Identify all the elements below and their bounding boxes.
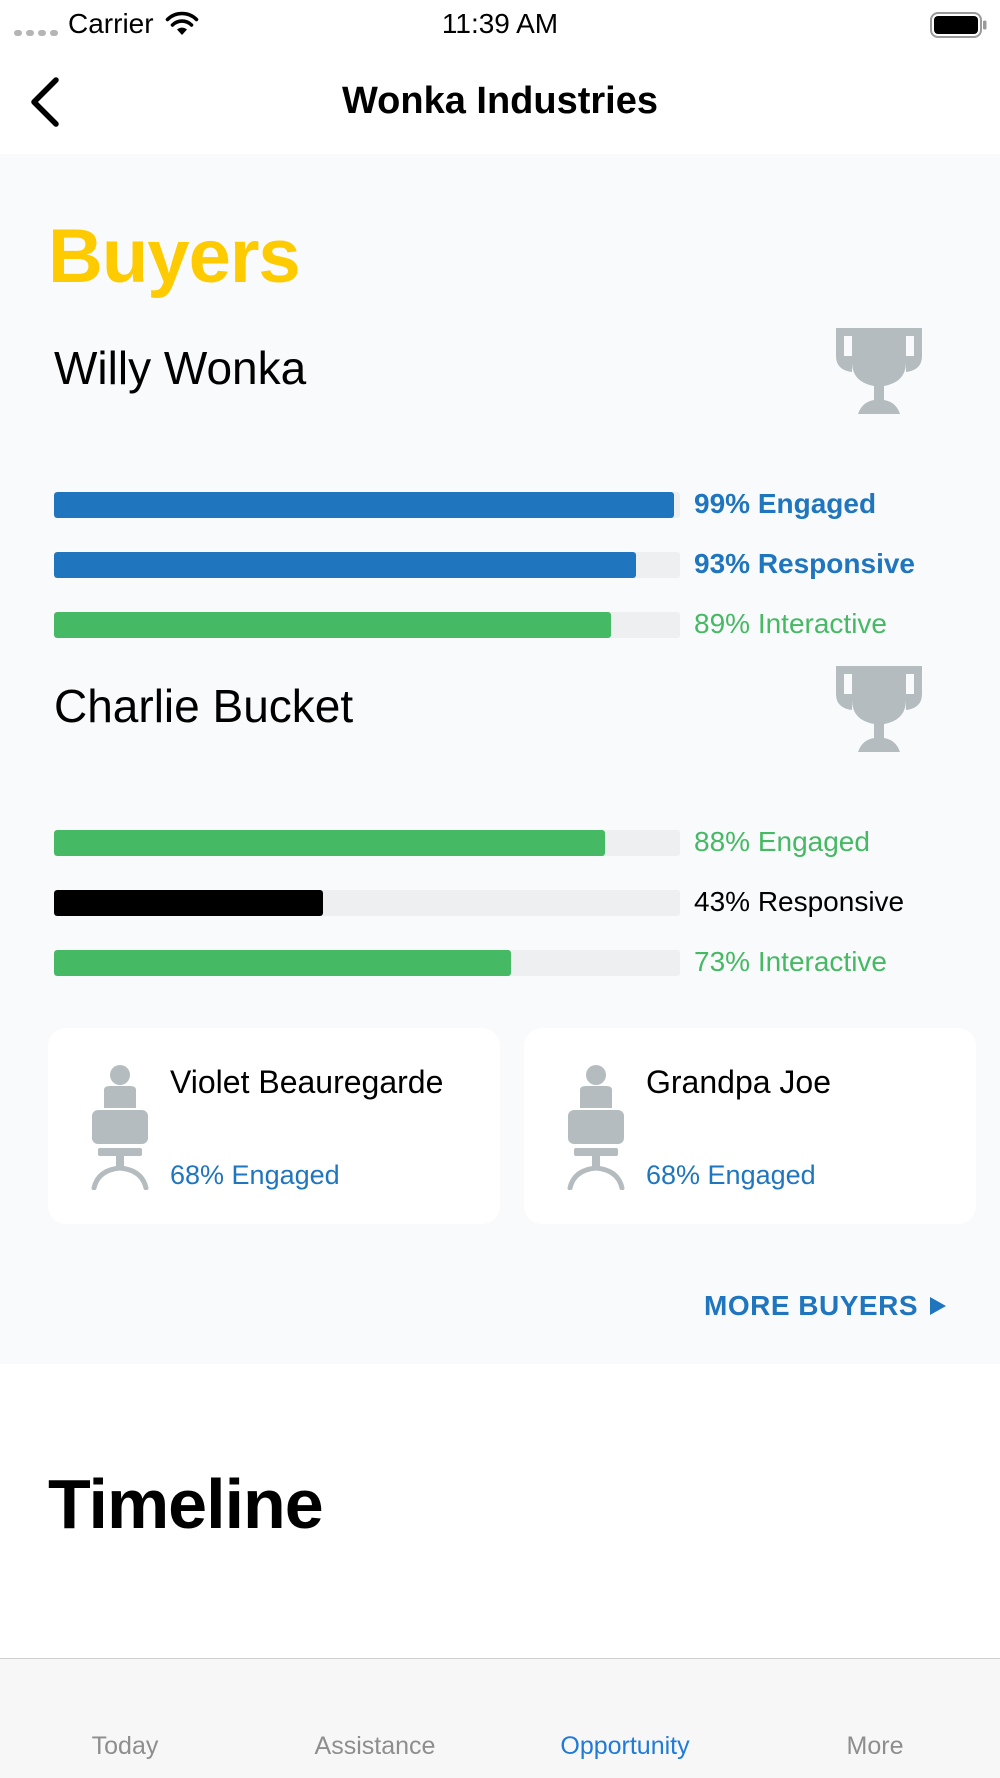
battery-icon (930, 12, 988, 38)
trophy-icon (834, 664, 924, 754)
progress-fill (54, 492, 674, 518)
buyer-name: Willy Wonka (54, 342, 307, 394)
progress-fill (54, 612, 611, 638)
nav-bar (0, 48, 1000, 154)
chair-icon (566, 1064, 626, 1190)
tab-more[interactable]: More (846, 1732, 904, 1760)
trophy-icon (834, 326, 924, 416)
buyer-name: Charlie Bucket (54, 680, 354, 732)
metric-interactive (54, 948, 984, 978)
metric-interactive (54, 610, 984, 640)
buyer-card-name: Violet Beauregarde (170, 1064, 444, 1100)
tab-assistance[interactable]: Assistance (314, 1732, 436, 1760)
metric-responsive (54, 550, 984, 580)
timeline-heading: Timeline (48, 1465, 323, 1543)
progress-track (54, 890, 680, 916)
more-buyers-label: MORE BUYERS (704, 1290, 918, 1321)
metric-label: 89% Interactive (694, 608, 887, 639)
chair-icon (90, 1064, 150, 1190)
buyer-card-metric: 68% Engaged (646, 1160, 816, 1190)
buyers-heading: Buyers (48, 214, 300, 299)
tab-opportunity[interactable]: Opportunity (560, 1732, 690, 1760)
status-time: 11:39 AM (441, 8, 559, 39)
tab-bar (0, 1658, 1000, 1778)
progress-fill (54, 830, 605, 856)
carrier-name: Carrier (68, 8, 154, 39)
progress-track (54, 492, 680, 518)
metric-engaged (54, 828, 984, 858)
metric-label: 93% Responsive (694, 548, 915, 579)
play-triangle-icon (928, 1295, 948, 1317)
progress-fill (54, 890, 323, 916)
metric-label: 73% Interactive (694, 946, 887, 977)
progress-track (54, 612, 680, 638)
metric-label: 99% Engaged (694, 488, 877, 519)
tab-today[interactable]: Today (91, 1732, 159, 1760)
progress-track (54, 950, 680, 976)
progress-fill (54, 552, 636, 578)
buyers-section (0, 154, 1000, 1364)
metric-engaged (54, 490, 984, 520)
buyer-card-metric: 68% Engaged (170, 1160, 340, 1190)
status-bar (0, 0, 1000, 48)
secondary-buyers (48, 1028, 978, 1224)
more-buyers-button[interactable] (704, 1288, 948, 1324)
progress-track (54, 552, 680, 578)
metric-responsive (54, 888, 984, 918)
metric-label: 43% Responsive (694, 886, 905, 917)
metric-label: 88% Engaged (694, 826, 870, 857)
buyer-card[interactable] (524, 1028, 976, 1224)
buyer-card[interactable] (48, 1028, 500, 1224)
progress-track (54, 830, 680, 856)
progress-fill (54, 950, 511, 976)
buyer-card-name: Grandpa Joe (646, 1064, 832, 1100)
page-title: Wonka Industries (341, 80, 659, 122)
